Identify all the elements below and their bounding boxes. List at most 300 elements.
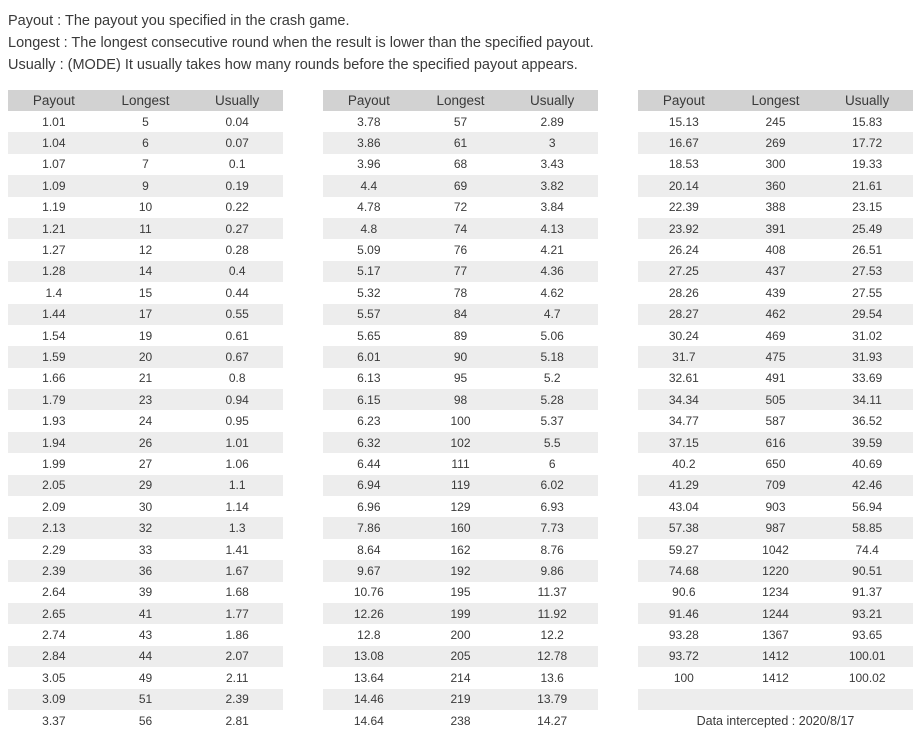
- table-cell: 41: [138, 606, 153, 621]
- table-row: [638, 432, 913, 453]
- description-line-longest: Longest : The longest consecutive round when the result is lower than the specified payout.: [8, 35, 594, 51]
- table-cell: 200: [450, 628, 471, 643]
- table-row: [638, 667, 913, 688]
- table-cell: 269: [765, 136, 786, 151]
- table-cell: 129: [450, 499, 471, 514]
- table-cell: 505: [765, 392, 786, 407]
- table-cell: 1.21: [42, 221, 66, 236]
- table-cell: 8.64: [357, 542, 381, 557]
- table-cell: 93.21: [852, 606, 883, 621]
- table-row: [323, 175, 598, 196]
- table-row: [638, 582, 913, 603]
- table-cell: 26.51: [852, 243, 883, 258]
- table-cell: 31.02: [852, 328, 883, 343]
- table-cell: 1.66: [42, 371, 66, 386]
- table-cell: 26.24: [668, 243, 699, 258]
- table-cell: 4.21: [540, 243, 564, 258]
- table-cell: 0.07: [225, 136, 249, 151]
- table-cell: 192: [450, 563, 471, 578]
- table-cell: 90.51: [852, 563, 883, 578]
- table-cell: 32.61: [668, 371, 699, 386]
- table-row: [323, 261, 598, 282]
- table-row: [8, 325, 283, 346]
- table-cell: 2.65: [42, 606, 66, 621]
- table-cell: 36.52: [852, 414, 883, 429]
- table-cell: 12.2: [540, 628, 564, 643]
- table-row: [8, 261, 283, 282]
- table-row: [8, 346, 283, 367]
- table-cell: 1.54: [42, 328, 66, 343]
- table-cell: 1.99: [42, 456, 66, 471]
- table-cell: 2.39: [225, 692, 249, 707]
- table-cell: 7.86: [357, 521, 381, 536]
- table-cell: 90: [453, 349, 468, 364]
- table-cell: 245: [765, 114, 786, 129]
- table-row: [8, 389, 283, 410]
- table-cell: 360: [765, 178, 786, 193]
- table-cell: 100: [673, 670, 694, 685]
- table-cell: 160: [450, 521, 471, 536]
- table-cell: 21: [138, 371, 153, 386]
- table-row: [323, 218, 598, 239]
- table-cell: 39: [138, 585, 153, 600]
- table-row: [323, 603, 598, 624]
- table-row: [8, 689, 283, 710]
- table-cell: 11.37: [537, 585, 567, 600]
- table-cell: 74.4: [855, 542, 879, 557]
- table-cell: 0.22: [225, 200, 249, 215]
- table-cell: 23: [138, 392, 153, 407]
- table-cell: 41.29: [668, 478, 699, 493]
- table-cell: 111: [451, 456, 470, 471]
- table-cell: 13.64: [353, 670, 384, 685]
- table-cell: 1.94: [42, 435, 66, 450]
- table-cell: 5.2: [543, 371, 561, 386]
- table-cell: 709: [765, 478, 786, 493]
- table-cell: 2.39: [42, 563, 66, 578]
- table-cell: 17.72: [852, 136, 883, 151]
- table-cell: 12.26: [353, 606, 384, 621]
- table-cell: 27: [138, 456, 153, 471]
- table-cell: 6: [548, 456, 556, 471]
- table-cell: 13.79: [537, 692, 568, 707]
- table-cell: 89: [453, 328, 468, 343]
- table-cell: 0.44: [225, 285, 249, 300]
- table-cell: 23.15: [852, 200, 883, 215]
- table-cell: 1.28: [42, 264, 66, 279]
- table-row: [8, 304, 283, 325]
- table-row: [8, 132, 283, 153]
- table-cell: 19: [138, 328, 153, 343]
- table-row: [8, 410, 283, 431]
- table-cell: 9.86: [540, 563, 564, 578]
- table-cell: 5.5: [543, 435, 561, 450]
- legend-description: [0, 0, 920, 76]
- table-cell: 20.14: [668, 178, 699, 193]
- table-cell: 1.19: [42, 200, 66, 215]
- table-row: [323, 475, 598, 496]
- column-header-payout: Payout: [662, 93, 705, 108]
- table-cell: 6.32: [357, 435, 381, 450]
- table-row: [323, 432, 598, 453]
- table-cell: 100.02: [848, 670, 886, 685]
- table-header-row: [8, 90, 283, 111]
- table-cell: 6.96: [357, 499, 381, 514]
- table-cell: 2.07: [225, 649, 249, 664]
- table-cell: 205: [450, 649, 471, 664]
- table-cell: 4.8: [360, 221, 378, 236]
- table-cell: 32: [138, 521, 153, 536]
- table-cell: 40.2: [672, 456, 696, 471]
- table-cell: 28.26: [668, 285, 699, 300]
- table-cell: 4.62: [540, 285, 564, 300]
- table-cell: 13.6: [540, 670, 564, 685]
- table-cell: 31.7: [672, 349, 696, 364]
- table-cell: 76: [453, 243, 468, 258]
- table-cell: 195: [450, 585, 471, 600]
- table-cell: 1.09: [42, 178, 66, 193]
- column-header-payout: Payout: [32, 93, 75, 108]
- table-cell: 437: [765, 264, 786, 279]
- table-cell: 15: [138, 285, 153, 300]
- table-cell: 300: [765, 157, 786, 172]
- table-row: [638, 197, 913, 218]
- table-cell: 1.07: [42, 157, 66, 172]
- table-cell: 91.37: [852, 585, 883, 600]
- table-row: [638, 603, 913, 624]
- table-row: [8, 432, 283, 453]
- table-row: [638, 325, 913, 346]
- table-row: [323, 517, 598, 538]
- column-header-longest: Longest: [121, 93, 170, 108]
- table-cell: 4.4: [360, 178, 378, 193]
- table-row: [638, 282, 913, 303]
- table-cell: 2.81: [225, 713, 249, 728]
- column-header-usually: Usually: [845, 93, 890, 108]
- table-cell: 90.6: [672, 585, 696, 600]
- table-row: [8, 282, 283, 303]
- table-row: [8, 517, 283, 538]
- table-cell: 43: [138, 628, 153, 643]
- table-cell: 4.78: [357, 200, 381, 215]
- table-cell: 1.93: [42, 414, 66, 429]
- table-cell: 29.54: [852, 307, 883, 322]
- table-cell: 27.25: [668, 264, 699, 279]
- table-cell: 6.44: [357, 456, 381, 471]
- table-cell: 33.69: [852, 371, 883, 386]
- table-row: [638, 646, 913, 667]
- table-cell: 0.04: [225, 114, 249, 129]
- table-cell: 61: [453, 136, 468, 151]
- table-cell: 0.94: [225, 392, 249, 407]
- table-cell: 3.09: [42, 692, 66, 707]
- table-cell: 1234: [762, 585, 789, 600]
- table-cell: 93.28: [668, 628, 699, 643]
- table-row: [638, 453, 913, 474]
- tables-container: [0, 90, 920, 731]
- table-row: [323, 646, 598, 667]
- table-cell: 4.13: [540, 221, 564, 236]
- table-row: [323, 389, 598, 410]
- table-cell: 14.27: [537, 713, 568, 728]
- table-cell: 15.83: [852, 114, 883, 129]
- table-cell: 1244: [762, 606, 789, 621]
- table-row: [323, 282, 598, 303]
- table-cell: 0.27: [225, 221, 249, 236]
- table-cell: 650: [765, 456, 786, 471]
- table-cell: 6.02: [540, 478, 564, 493]
- table-cell: 40.69: [852, 456, 883, 471]
- table-cell: 903: [765, 499, 786, 514]
- table-cell: 17: [138, 307, 153, 322]
- table-cell: 1.79: [42, 392, 66, 407]
- table-cell: 2.64: [42, 585, 66, 600]
- table-row: [323, 624, 598, 645]
- table-cell: 6.23: [357, 414, 381, 429]
- table-cell: 1412: [762, 670, 789, 685]
- table-row: [638, 132, 913, 153]
- table-cell: 616: [765, 435, 786, 450]
- table-cell: 27.55: [852, 285, 883, 300]
- table-cell: 25.49: [852, 221, 883, 236]
- table-row: [638, 154, 913, 175]
- table-cell: 9.67: [357, 563, 381, 578]
- table-cell: 7: [142, 157, 149, 172]
- table-cell: 57: [453, 114, 468, 129]
- table-cell: 4.36: [540, 264, 564, 279]
- table-row: [8, 111, 283, 132]
- table-row: [638, 304, 913, 325]
- table-cell: 5.32: [357, 285, 381, 300]
- table-cell: 102: [450, 435, 471, 450]
- table-row: [638, 389, 913, 410]
- table-cell: 199: [450, 606, 471, 621]
- table-cell: 1.27: [42, 243, 66, 258]
- table-cell: 0.1: [228, 157, 246, 172]
- table-cell: 3.43: [540, 157, 564, 172]
- table-cell: 44: [138, 649, 153, 664]
- table-cell: 98: [453, 392, 468, 407]
- table-cell: 19.33: [852, 157, 883, 172]
- table-cell: 469: [765, 328, 786, 343]
- table-cell: 14.46: [353, 692, 384, 707]
- table-row: [8, 710, 283, 731]
- table-cell: 5.28: [540, 392, 564, 407]
- table-row: [323, 496, 598, 517]
- table-row: [638, 261, 913, 282]
- table-cell: 1.06: [225, 456, 249, 471]
- table-cell: 59.27: [668, 542, 699, 557]
- table-header-row: [638, 90, 913, 111]
- table-cell: 56.94: [852, 499, 883, 514]
- table-cell: 5.17: [357, 264, 381, 279]
- table-cell: 6.15: [357, 392, 381, 407]
- table-cell: 12.78: [537, 649, 568, 664]
- table-cell: 0.28: [225, 243, 249, 258]
- table-cell: 68: [453, 157, 468, 172]
- table-row: [8, 475, 283, 496]
- table-cell: 2.05: [42, 478, 66, 493]
- table-cell: 3.86: [357, 136, 381, 151]
- table-cell: 1.01: [225, 435, 249, 450]
- table-cell: 3.78: [357, 114, 381, 129]
- table-row: [638, 539, 913, 560]
- table-cell: 58.85: [852, 521, 883, 536]
- table-cell: 3.37: [42, 713, 66, 728]
- table-cell: 1.1: [228, 478, 246, 493]
- table-cell: 14.64: [353, 713, 384, 728]
- table-cell: 30: [138, 499, 153, 514]
- table-cell: 0.55: [225, 307, 249, 322]
- table-row: [638, 175, 913, 196]
- table-cell: 1.04: [42, 136, 66, 151]
- table-cell: 77: [453, 264, 468, 279]
- table-cell: 34.77: [668, 414, 699, 429]
- table-cell: 3.96: [357, 157, 381, 172]
- table-cell: 34.11: [852, 392, 882, 407]
- column-header-payout: Payout: [347, 93, 390, 108]
- table-row: [323, 132, 598, 153]
- table-row: [323, 239, 598, 260]
- description-line-payout: Payout : The payout you specified in the crash game.: [8, 13, 350, 29]
- table-cell: 3.82: [540, 178, 564, 193]
- table-row: [323, 346, 598, 367]
- table-cell: 11.92: [537, 606, 567, 621]
- table-row: [8, 175, 283, 196]
- table-cell: 219: [450, 692, 471, 707]
- table-cell: 39.59: [852, 435, 883, 450]
- table-cell: 391: [765, 221, 786, 236]
- table-row: [638, 239, 913, 260]
- table-cell: 0.19: [225, 178, 249, 193]
- table-cell: 1.44: [42, 307, 66, 322]
- column-header-longest: Longest: [751, 93, 800, 108]
- description-line-usually: Usually : (MODE) It usually takes how many rounds before the specified payout appears.: [8, 57, 578, 73]
- table-row: [638, 496, 913, 517]
- table-row: [323, 368, 598, 389]
- table-row: [323, 582, 598, 603]
- table-cell: 93.72: [668, 649, 699, 664]
- table-row: [638, 346, 913, 367]
- table-cell: 2.11: [225, 670, 249, 685]
- table-cell: 9: [142, 178, 149, 193]
- table-cell: 1042: [762, 542, 789, 557]
- table-row: [638, 517, 913, 538]
- table-cell: 388: [765, 200, 786, 215]
- table-cell: 5: [142, 114, 149, 129]
- table-row: [8, 603, 283, 624]
- table-cell: 10.76: [353, 585, 384, 600]
- table-row: [323, 689, 598, 710]
- table-cell: 30.24: [668, 328, 699, 343]
- table-cell: 95: [453, 371, 468, 386]
- table-cell: 1220: [762, 563, 789, 578]
- table-body: [638, 111, 913, 710]
- table-row: [8, 218, 283, 239]
- table-cell: 6.93: [540, 499, 564, 514]
- table-cell: 1.01: [42, 114, 66, 129]
- column-header-usually: Usually: [215, 93, 260, 108]
- table-cell: 69: [453, 178, 468, 193]
- table-cell: 119: [450, 478, 471, 493]
- table-cell: 2.89: [540, 114, 564, 129]
- table-row: [638, 368, 913, 389]
- table-row: [323, 453, 598, 474]
- table-cell: 91.46: [668, 606, 699, 621]
- table-cell: 162: [450, 542, 471, 557]
- table-cell: 2.74: [42, 628, 66, 643]
- table-row: [638, 475, 913, 496]
- table-cell: 27.53: [852, 264, 883, 279]
- column-header-usually: Usually: [530, 93, 575, 108]
- table-cell: 16.67: [668, 136, 699, 151]
- table-row: [638, 560, 913, 581]
- data-intercepted-note: Data intercepted : 2020/8/17: [696, 713, 855, 728]
- column-header-longest: Longest: [436, 93, 485, 108]
- table-row: [323, 197, 598, 218]
- table-cell: 1.41: [225, 542, 249, 557]
- table-cell: 0.61: [225, 328, 249, 343]
- table-cell: 5.57: [357, 307, 381, 322]
- table-cell: 0.8: [228, 371, 246, 386]
- table-row: [8, 368, 283, 389]
- table-row: [323, 667, 598, 688]
- table-cell: 34.34: [668, 392, 699, 407]
- table-cell: 462: [765, 307, 786, 322]
- table-cell: 72: [453, 200, 468, 215]
- table-cell: 37.15: [668, 435, 699, 450]
- payout-table-3: [638, 90, 913, 731]
- table-cell: 23.92: [668, 221, 699, 236]
- table-cell: 2.13: [42, 521, 66, 536]
- table-cell: 28.27: [668, 307, 699, 322]
- table-cell: 3.84: [540, 200, 564, 215]
- table-body: [8, 111, 283, 731]
- table-cell: 7.73: [540, 521, 564, 536]
- table-cell: 31.93: [852, 349, 883, 364]
- table-cell: 74.68: [668, 563, 699, 578]
- table-cell: 78: [453, 285, 468, 300]
- table-row: [8, 560, 283, 581]
- table-row: [8, 154, 283, 175]
- table-row: [638, 624, 913, 645]
- table-cell: 439: [765, 285, 786, 300]
- table-cell: 0.95: [225, 414, 249, 429]
- table-row: [323, 111, 598, 132]
- table-cell: 5.18: [540, 349, 564, 364]
- table-cell: 15.13: [668, 114, 699, 129]
- table-cell: 238: [450, 713, 471, 728]
- table-row: [8, 624, 283, 645]
- table-cell: 214: [450, 670, 471, 685]
- table-cell: 1412: [762, 649, 789, 664]
- table-row: [8, 496, 283, 517]
- payout-table-2: [323, 90, 598, 731]
- table-cell: 10: [138, 200, 153, 215]
- table-cell: 5.06: [540, 328, 564, 343]
- table-row: [323, 154, 598, 175]
- table-cell: 408: [765, 243, 786, 258]
- table-cell: 51: [138, 692, 153, 707]
- table-cell: 1.77: [225, 606, 249, 621]
- table-cell: 8.76: [540, 542, 564, 557]
- table-cell: 12: [138, 243, 153, 258]
- table-row: [323, 710, 598, 731]
- table-cell: 6.94: [357, 478, 381, 493]
- table-cell: 1.67: [225, 563, 249, 578]
- table-cell: 1.14: [225, 499, 249, 514]
- table-cell: 84: [453, 307, 468, 322]
